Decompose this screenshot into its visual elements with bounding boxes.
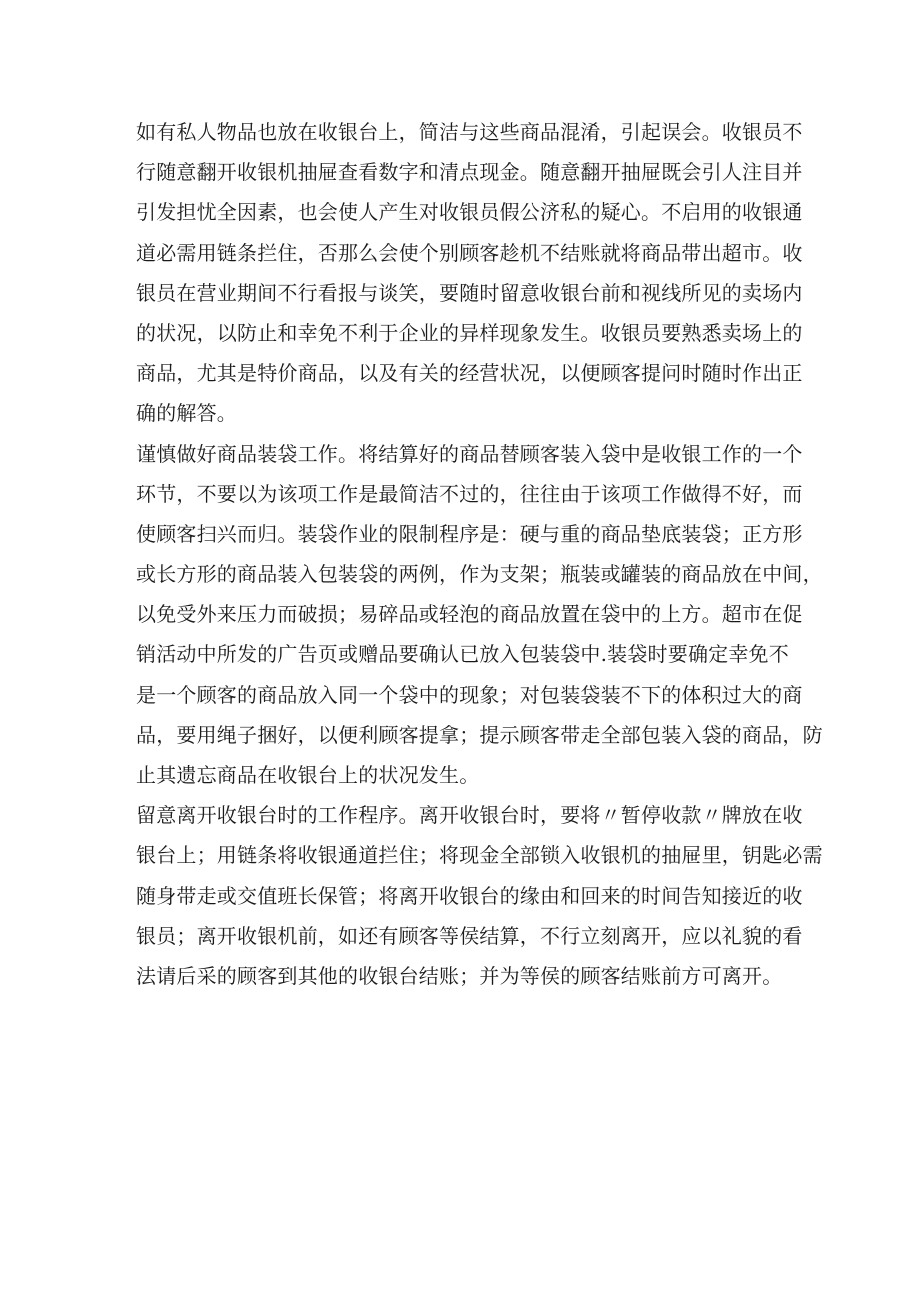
text-line: 道必需用链条拦住，否那么会使个别顾客趁机不结账就将商品带出超市。收: [136, 240, 803, 265]
paragraph-2: [136, 434, 823, 796]
text-line: 或长方形的商品装入包装袋的两例，作为支架；瓶装或罐装的商品放在中间，: [136, 562, 823, 587]
text-line: 销活动中所发的广告页或赠品要确认已放入包装袋中.装袋时要确定幸免不: [136, 642, 789, 667]
text-line: 银台上；用链条将收银通道拦住；将现金全部锁入收银机的抽屉里，钥匙必需: [136, 843, 823, 868]
text-line: 引发担忧全因素，也会使人产生对收银员假公济私的疑心。不启用的收银通: [136, 200, 803, 225]
document-body: [136, 112, 823, 996]
text-line: 留意离开收银台时的工作程序。离开收银台时，要将〃暂停收款〃牌放在收: [136, 803, 803, 828]
text-line: 止其遗忘商品在收银台上的状况发生。: [136, 763, 480, 787]
text-line: 商品，尤其是特价商品，以及有关的经营状况，以便顾客提问时随时作出正: [136, 361, 803, 386]
text-line: 银员在营业期间不行看报与谈笑，要随时留意收银台前和视线所见的卖场内: [136, 280, 803, 305]
text-line: 环节，不要以为该项工作是最简洁不过的，往往由于该项工作做得不好，而: [136, 481, 803, 506]
text-line: 的状况，以防止和幸免不利于企业的异样现象发生。收银员要熟悉卖场上的: [136, 320, 803, 345]
text-line: 随身带走或交值班长保管；将离开收银台的缘由和回来的时间告知接近的收: [136, 883, 803, 908]
text-line: 谨慎做好商品装袋工作。将结算好的商品替顾客装入袋中是收银工作的一个: [136, 441, 803, 466]
paragraph-3: [136, 795, 823, 996]
text-line: 以免受外来压力而破损；易碎品或轻泡的商品放置在袋中的上方。超市在促: [136, 602, 803, 627]
text-line: 使顾客扫兴而归。装袋作业的限制程序是：硬与重的商品垫底装袋；正方形: [136, 521, 803, 546]
text-line: 确的解答。: [136, 401, 237, 426]
text-line: 如有私人物品也放在收银台上，简洁与这些商品混淆，引起误会。收银员不: [136, 120, 803, 144]
text-line: 法请后采的顾客到其他的收银台结账；并为等侯的顾客结账前方可离开。: [136, 963, 783, 988]
text-line: 是一个顾客的商品放入同一个袋中的现象；对包装袋装不下的体积过大的商: [136, 682, 803, 707]
text-line: 银员；离开收银机前，如还有顾客等侯结算，不行立刻离开，应以礼貌的看: [136, 923, 803, 948]
paragraph-1: [136, 112, 803, 434]
text-line: 行随意翻开收银机抽屉查看数字和清点现金。随意翻开抽屉既会引人注目并: [136, 160, 803, 185]
text-line: 品，要用绳子捆好，以便利顾客提拿；提示顾客带走全部包装入袋的商品，防: [136, 722, 823, 747]
